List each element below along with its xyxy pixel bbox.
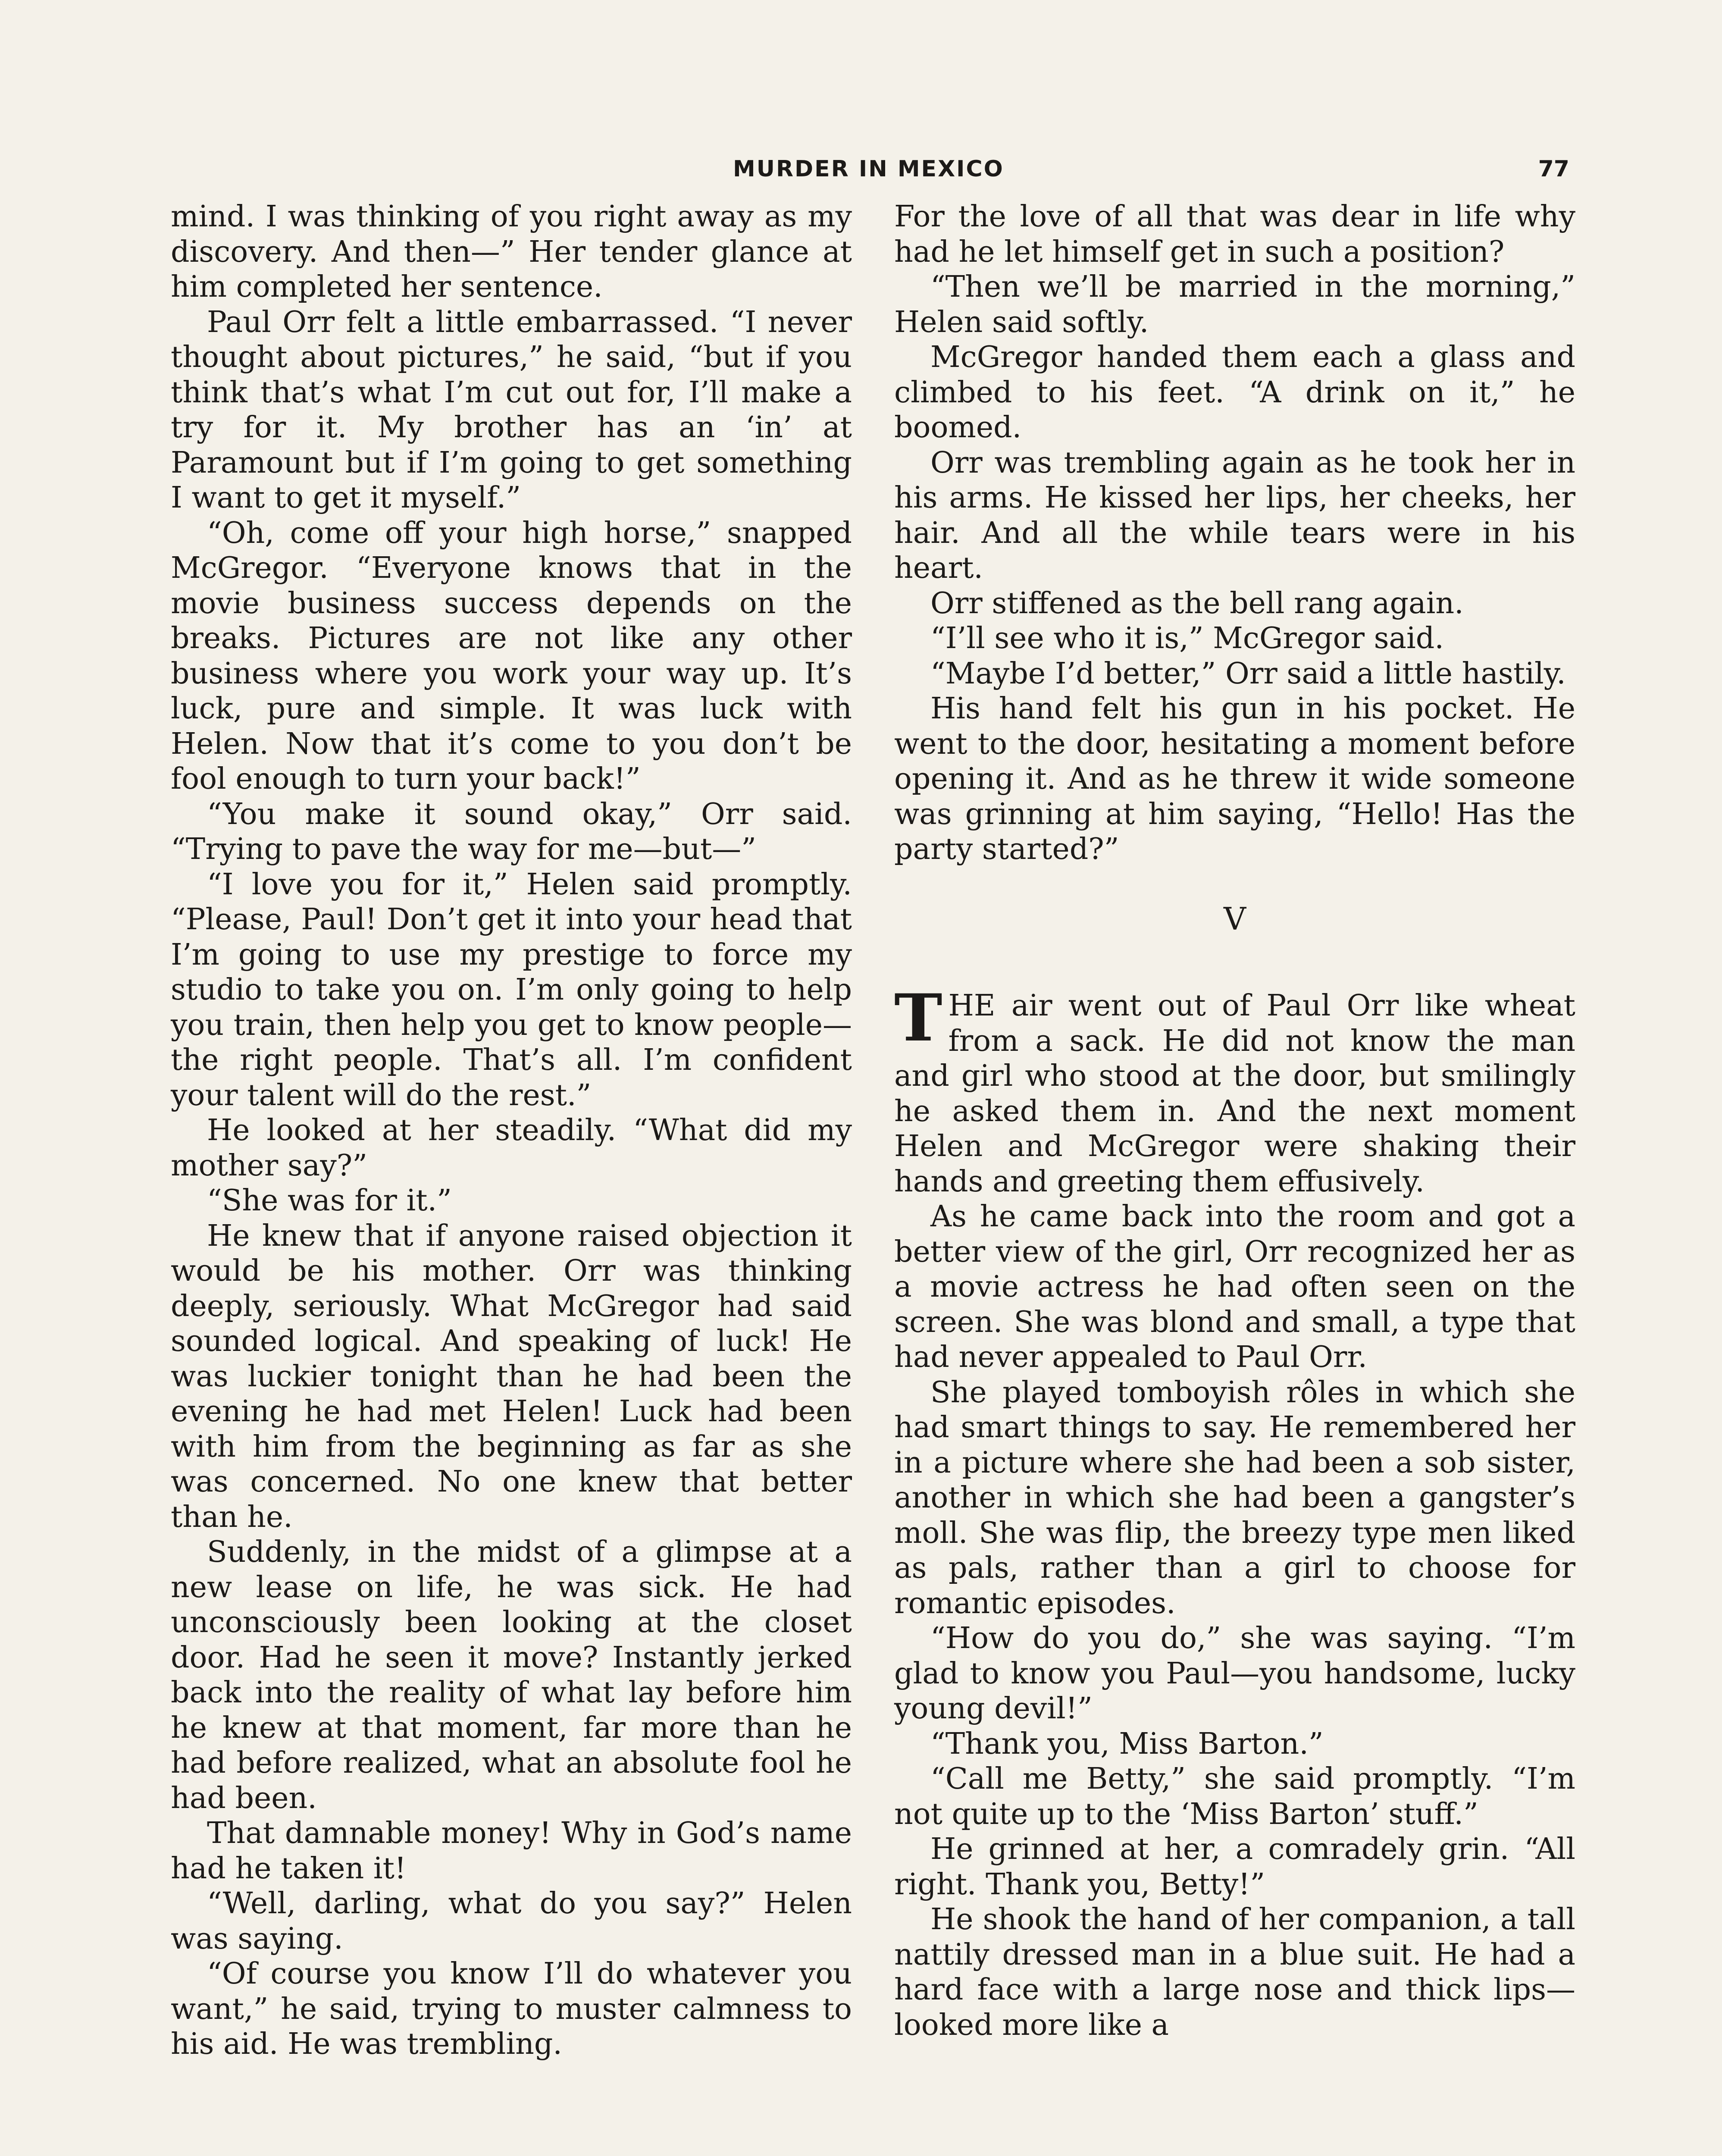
running-head: MURDER IN MEXICO — [733, 156, 1004, 182]
paragraph: “I’ll see who it is,” McGregor said. — [930, 621, 1444, 655]
paragraph: He looked at her steadily. “What did my mother say?” — [171, 1113, 852, 1183]
paragraph: “She was for it.” — [207, 1184, 452, 1218]
paragraph: “How do you do,” she was saying. “I’m glad to know you Paul—you handsome, lucky young devil!” — [894, 1621, 1575, 1726]
paragraph: He knew that if anyone raised objection it would be his mother. Orr was thinking deeply, seriously. What McGregor had said sounded logical. And speaking of luck! He was luckier tonight than he had been the evening he had met Helen! Luck had been with him from the beginning as far as she was concerned. No one knew that better than he. — [171, 1219, 852, 1534]
drop-cap: T — [894, 980, 942, 1056]
paragraph: Paul Orr felt a little embarrassed. “I never thought about pictures,” he said, “but if you think that’s what I’m cut out for, I’ll make a try for it. My brother has an ‘in’ at Paramount but if I’m going to get something I want to get it myself.” — [171, 305, 852, 515]
left-column — [171, 199, 852, 2062]
paragraph: “Call me Betty,” she said promptly. “I’m not quite up to the ‘Miss Barton’ stuff.” — [894, 1762, 1575, 1831]
paragraph: “Well, darling, what do you say?” Helen was saying. — [171, 1887, 852, 1956]
paragraph: “Thank you, Miss Barton.” — [930, 1727, 1324, 1761]
paragraph: He grinned at her, a comradely grin. “All right. Thank you, Betty!” — [894, 1832, 1575, 1902]
paragraph: Suddenly, in the midst of a glimpse at a new lease on life, he was sick. He had unconsciously been looking at the closet door. Had he seen it move? Instantly jerked back into the reality of what lay before him he knew at that moment, far more than he had before realized, what an absolute fool he had been. — [171, 1535, 852, 1815]
section-opening-paragraph — [894, 980, 1575, 1199]
paragraph: “Of course you know I’ll do whatever you want,” he said, trying to muster calmness to his aid. He was trembling. — [171, 1957, 852, 2061]
opening-text: HE air went out of Paul Orr like wheat from a sack. He did not know the man and girl who stood at the door, but smilingly he asked them in. And the next moment Helen and McGregor were shaking their hands and greeting them effusively. — [894, 989, 1575, 1199]
paragraph: For the love of all that was dear in life why had he let himself get in such a position? — [894, 200, 1575, 269]
paragraph: mind. I was thinking of you right away as my discovery. And then—” Her tender glance at him completed her sentence. — [171, 200, 852, 304]
paragraph: “Then we’ll be married in the morning,” Helen said softly. — [894, 270, 1575, 339]
paragraph: “I love you for it,” Helen said promptly. “Please, Paul! Don’t get it into your head that I’m going to use my prestige to force my studio to take you on. I’m only going to help you train, then help you get to know people—the right people. That’s all. I’m confident your talent will do the rest.” — [171, 867, 852, 1112]
paragraph: As he came back into the room and got a better view of the girl, Orr recognized her as a movie actress he had often seen on the screen. She was blond and small, a type that had never appealed to Paul Orr. — [894, 1200, 1575, 1374]
paragraph: Orr was trembling again as he took her in his arms. He kissed her lips, her cheeks, her hair. And all the while tears were in his heart. — [894, 445, 1575, 585]
paragraph: He shook the hand of her companion, a tall nattily dressed man in a blue suit. He had a hard face with a large nose and thick lips—looked more like a — [894, 1902, 1575, 2042]
paragraph: That damnable money! Why in God’s name had he taken it! — [171, 1816, 852, 1886]
right-column — [894, 199, 1575, 2043]
paragraph: His hand felt his gun in his pocket. He went to the door, hesitating a moment before opening it. And as he threw it wide someone was grinning at him saying, “Hello! Has the party started?” — [894, 692, 1575, 866]
paragraph: She played tomboyish rôles in which she had smart things to say. He remembered her in a picture where she had been a sob sister, another in which she had been a gangster’s moll. She was flip, the breezy type men liked as pals, rather than a girl to choose for romantic episodes. — [894, 1375, 1575, 1620]
page-number: 77 — [1538, 156, 1569, 182]
paragraph: “Oh, come off your high horse,” snapped McGregor. “Everyone knows that in the movie business success depends on the breaks. Pictures are not like any other business where you work your way up. It’s luck, pure and simple. It was luck with Helen. Now that it’s come to you don’t be fool enough to turn your back!” — [171, 516, 852, 796]
paragraph: Orr stiffened as the bell rang again. — [930, 586, 1464, 620]
page-header — [733, 156, 1569, 191]
paragraph: “Maybe I’d better,” Orr said a little hastily. — [930, 656, 1566, 691]
paragraph: McGregor handed them each a glass and climbed to his feet. “A drink on it,” he boomed. — [894, 340, 1575, 445]
paragraph: “You make it sound okay,” Orr said. “Trying to pave the way for me—but—” — [171, 797, 852, 866]
section-heading: V — [1224, 900, 1246, 937]
